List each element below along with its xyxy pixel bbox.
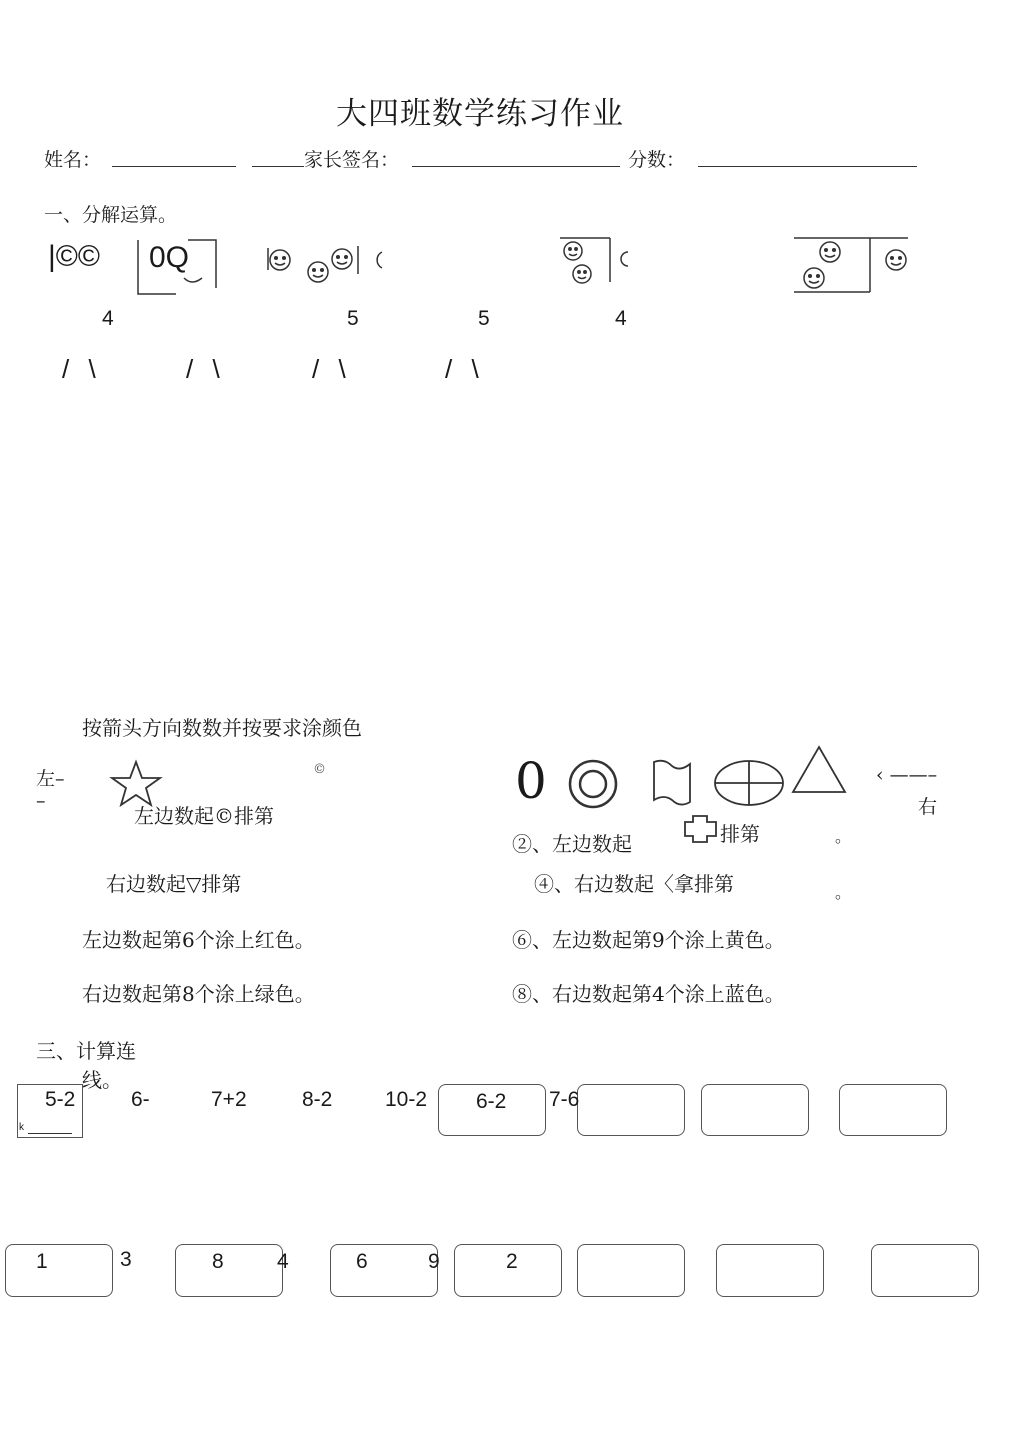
total-number: 5 — [347, 307, 359, 330]
number-item: 2 — [506, 1250, 518, 1273]
expression-item: 7-6 — [549, 1088, 580, 1111]
smiley-icon — [886, 250, 906, 270]
number-box[interactable] — [175, 1244, 283, 1297]
right-question-4: ⑧、右边数起第4个涂上蓝色。 — [512, 982, 785, 1006]
split-mark: / \ — [445, 354, 485, 384]
expression-box[interactable] — [577, 1084, 685, 1136]
left-question-4: 右边数起第8个涂上绿色。 — [82, 982, 315, 1006]
name-label: 姓名： — [44, 149, 102, 171]
number-item: 3 — [120, 1248, 132, 1271]
smiley-icon — [820, 242, 840, 262]
zero-q-glyph: 0Q — [149, 241, 190, 274]
right-question-3: ⑥、左边数起第9个涂上黄色。 — [512, 928, 785, 952]
number-box[interactable] — [577, 1244, 685, 1297]
split-mark: / \ — [62, 354, 102, 384]
copyright-mark: © — [313, 762, 326, 777]
left-question-1: 左边数起©排第 — [134, 804, 274, 828]
right-question-2: ④、右边数起〈拿排第 — [534, 872, 734, 896]
left-question-2: 右边数起▽排第 — [106, 872, 242, 896]
split-box-3 — [560, 236, 630, 286]
score-field-line[interactable] — [698, 166, 917, 167]
copyright-glyphs: |©© — [48, 240, 101, 273]
double-circle-icon — [566, 758, 620, 810]
split-mark: / \ — [312, 354, 352, 384]
right-direction-label: 右 — [918, 796, 938, 818]
name-field-line[interactable] — [112, 166, 236, 167]
page-title: 大四班数学练习作业 — [336, 96, 624, 132]
smiley-group-2 — [266, 244, 386, 286]
expression-box[interactable] — [701, 1084, 809, 1136]
number-item: 9 — [428, 1250, 440, 1273]
right-direction-arrow: ‹ ——– — [876, 764, 938, 786]
expression-item: 8-2 — [302, 1088, 333, 1111]
total-number: 4 — [102, 307, 114, 330]
number-item: 1 — [36, 1250, 48, 1273]
number-box[interactable] — [330, 1244, 438, 1297]
parent-sign-label: 家长签名： — [304, 149, 400, 171]
total-number: 4 — [615, 307, 627, 330]
smiley-icon — [564, 242, 582, 260]
number-box[interactable] — [871, 1244, 979, 1297]
period-mark: 。 — [835, 883, 852, 902]
score-label: 分数： — [628, 149, 686, 171]
left-direction-dash: – — [36, 790, 46, 812]
expression-item: 6- — [131, 1088, 150, 1111]
name-field-line-2[interactable] — [252, 166, 304, 167]
small-k-mark: k — [19, 1122, 24, 1133]
expression-item: 5-2 — [45, 1088, 76, 1111]
section2-heading: 按箭头方向数数并按要求涂颜色 — [82, 716, 362, 740]
number-item: 6 — [356, 1250, 368, 1273]
zero-shape: 0 — [515, 752, 547, 810]
number-item: 8 — [212, 1250, 224, 1273]
smiley-icon — [804, 268, 824, 288]
smiley-icon — [573, 265, 591, 283]
expression-box[interactable] — [839, 1084, 947, 1136]
expression-item: 6-2 — [476, 1090, 507, 1113]
split-mark: / \ — [186, 354, 226, 384]
circle-cross-icon — [712, 758, 786, 808]
smiley-icon — [308, 262, 328, 282]
number-item: 4 — [277, 1250, 289, 1273]
smiley-icon — [332, 249, 352, 269]
triangle-icon — [790, 744, 848, 796]
section3-heading-line1: 三、计算连 — [36, 1039, 136, 1063]
number-box[interactable] — [716, 1244, 824, 1297]
right-question-1-prefix: ②、左边数起 — [512, 832, 632, 856]
right-question-1-suffix: 排第 — [720, 822, 760, 846]
flag-shape-icon — [650, 758, 694, 808]
total-number: 5 — [478, 307, 490, 330]
expression-item: 7+2 — [211, 1088, 247, 1111]
split-box-4 — [792, 236, 912, 296]
expression-item: 10-2 — [385, 1088, 428, 1111]
left-direction-label: 左– — [36, 768, 65, 790]
smiley-icon — [270, 250, 290, 270]
section1-heading: 一、分解运算。 — [44, 204, 178, 226]
period-mark: 。 — [835, 827, 852, 846]
answer-underline — [28, 1133, 72, 1134]
parent-sign-field-line[interactable] — [412, 166, 620, 167]
left-question-3: 左边数起第6个涂上红色。 — [82, 928, 315, 952]
number-box[interactable] — [5, 1244, 113, 1297]
section3-heading-line2: 线。 — [82, 1068, 122, 1092]
plus-shape-icon — [683, 814, 719, 844]
